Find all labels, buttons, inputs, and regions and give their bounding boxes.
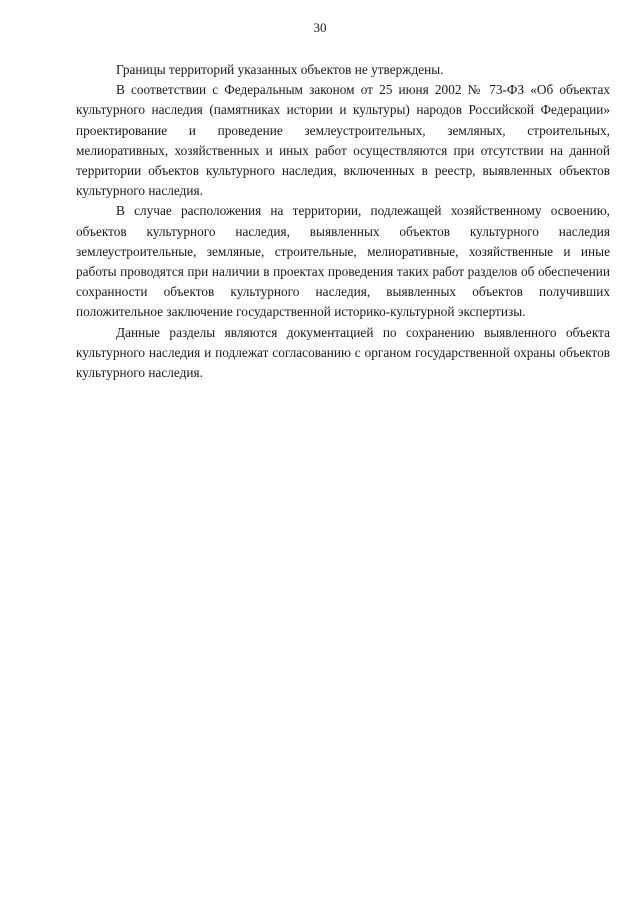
page-number: 30 <box>313 20 327 35</box>
paragraph-documentation: Данные разделы являются документацией по сохранению выявленного объекта культурного наследия и подлежат согласованию с органом государственной охраны объектов культурного наследия. <box>76 324 610 381</box>
paragraph-federal-law: В соответствии с Федеральным законом от 25 июня 2002 № 73-ФЗ «Об объектах культурного наследия (памятниках истории и культуры) народов Российской Федерации» проектирование и проведение землеустроительных, земляных, строительных, мелиоративных, хозяйственных и иных работ осуществляются при отсутствии на данной территории объектов культурного наследия, включенных в реестр, выявленных объектов культурного наследия. <box>76 82 610 199</box>
paragraph-works-conditions: В случае расположения на территории, подлежащей хозяйственному освоению, объектов культурного наследия, выявленных объектов культурного наследия землеустроительные, земляные, строительные, мелиоративные, хозяйственные и иные работы проводятся при наличии в проектах проведения таких работ разделов об обеспечении сохранности объектов культурного наследия, выявленных объектов получивших положительное заключение государственной историко-культурной экспертизы. <box>76 203 610 320</box>
document-body <box>76 60 610 383</box>
paragraph-boundaries: Границы территорий указанных объектов не утверждены. <box>116 62 444 77</box>
